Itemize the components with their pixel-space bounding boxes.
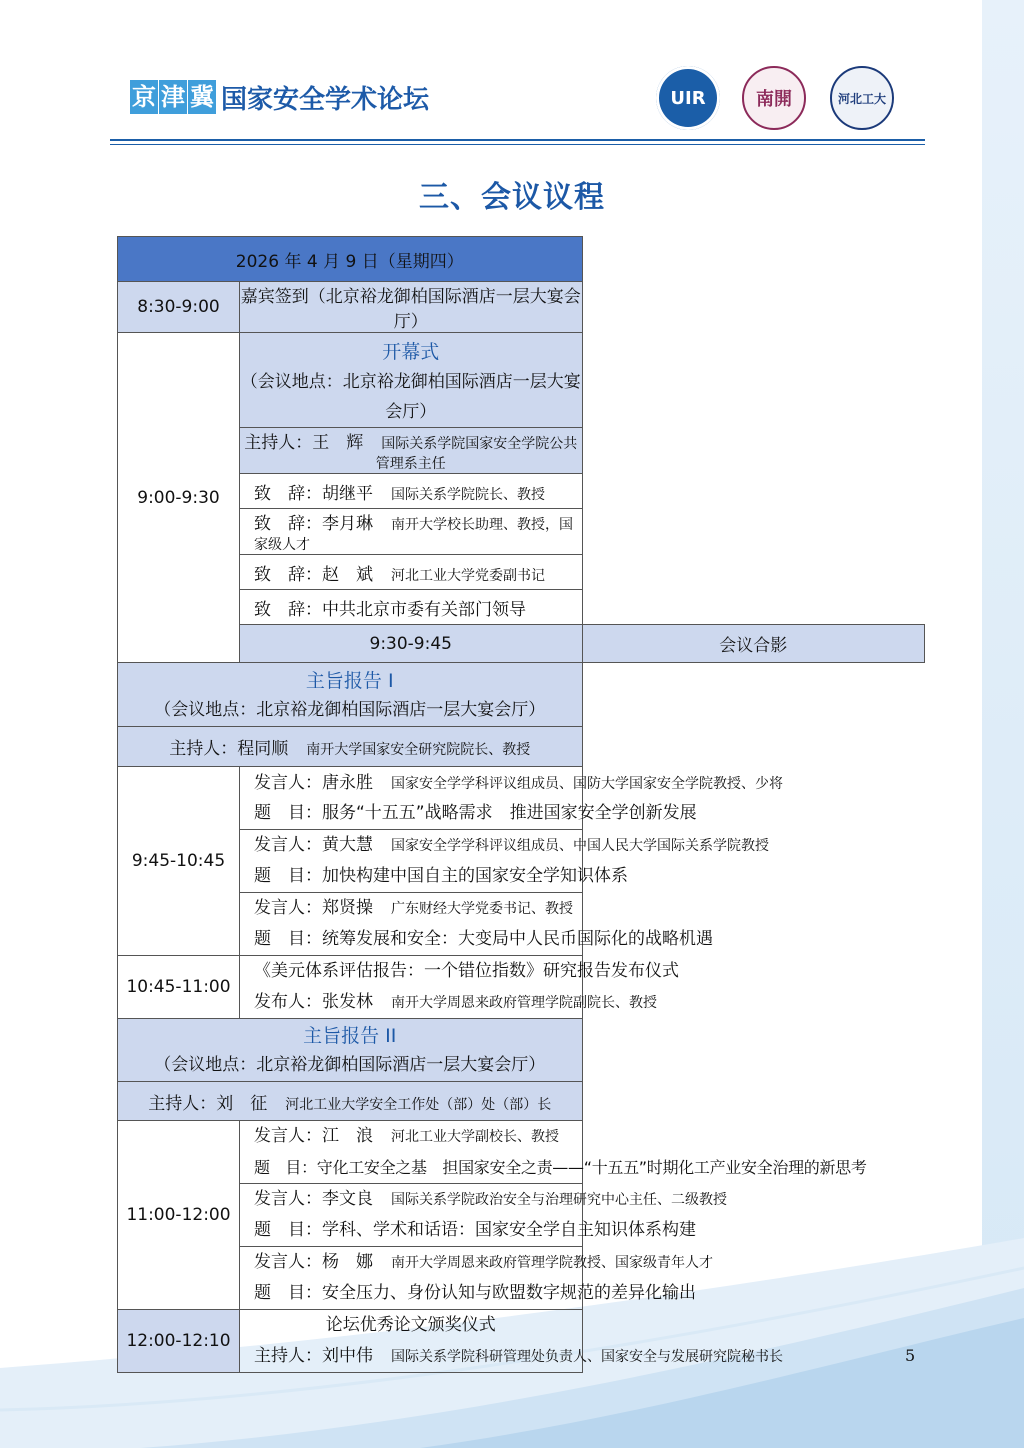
talk-row: 发言人：杨 娜 南开大学周恩来政府管理学院教授、国家级青年人才 题 目：安全压力、身份认知与欧盟数字规范的差异化输出 <box>118 1247 925 1310</box>
talk-row: 发言人：郑贤操 广东财经大学党委书记、教授 题 目：统筹发展和安全：大变局中人民币国际化的战略机遇 <box>118 893 925 956</box>
time-cell: 9:45-10:45 <box>118 767 240 956</box>
talk-row: 11:00-12:00 发言人：江 浪 河北工业大学副校长、教授 题 目：守化工安全之基 担国家安全之责——“十五五”时期化工产业安全治理的新思考 <box>118 1121 925 1184</box>
page-number: 5 <box>905 1346 916 1365</box>
speech-row: 致 辞：中共北京市委有关部门领导 <box>118 590 925 625</box>
keynote2-host-row: 主持人：刘 征 河北工业大学安全工作处（部）处（部）长 <box>118 1082 925 1121</box>
keynote1-host-row: 主持人：程同顺 南开大学国家安全研究院院长、教授 <box>118 727 925 767</box>
opening-title: 开幕式 <box>382 341 440 363</box>
nankai-emblem-icon: 南開 <box>742 66 806 130</box>
date-header-row: 2026 年 4 月 9 日（星期四） <box>118 237 925 282</box>
award-row: 12:00-12:10 论坛优秀论文颁奖仪式 主持人：刘中伟 国际关系学院科研管理处负责人、国家安全与发展研究院秘书长 <box>118 1310 925 1373</box>
keynote2-title: 主旨报告 II <box>303 1025 397 1047</box>
time-cell: 10:45-11:00 <box>118 956 240 1019</box>
time-cell: 12:00-12:10 <box>118 1310 240 1373</box>
forum-name: 国家安全学术论坛 <box>221 84 430 115</box>
keynote1-title-row: 主旨报告 I （会议地点：北京裕龙御柏国际酒店一层大宴会厅） <box>118 663 925 727</box>
photo-row: 9:30-9:45 会议合影 <box>118 625 925 663</box>
opening-title-row <box>118 333 925 428</box>
time-cell: 9:00-9:30 <box>118 333 240 663</box>
forum-logo: 京 津 冀 国家安全学术论坛 <box>130 80 429 114</box>
award-title: 论坛优秀论文颁奖仪式 <box>325 1315 496 1335</box>
hebut-emblem-icon: 河北工大 <box>830 66 894 130</box>
agenda-table <box>117 236 925 1373</box>
talk-row: 发言人：黄大慧 国家安全学学科评议组成员、中国人民大学国际关系学院教授 题 目：加快构建中国自主的国家安全学知识体系 <box>118 830 925 893</box>
header-divider-thin <box>110 144 925 145</box>
checkin-row <box>118 282 925 333</box>
speech-row: 致 辞：李月琳 南开大学校长助理、教授，国家级人才 <box>118 509 925 555</box>
time-cell: 9:30-9:45 <box>240 625 583 663</box>
host-desc: 国际关系学院国家安全学院公共管理系主任 <box>375 436 578 472</box>
time-cell: 8:30-9:00 <box>118 282 240 333</box>
speech-row: 致 辞：赵 斌 河北工业大学党委副书记 <box>118 555 925 590</box>
speech-row: 致 辞：胡继平 国际关系学院院长、教授 <box>118 474 925 509</box>
keynote2-title-row: 主旨报告 II （会议地点：北京裕龙御柏国际酒店一层大宴会厅） <box>118 1019 925 1082</box>
keynote1-title: 主旨报告 I <box>305 669 394 692</box>
host-label: 主持人：王 辉 <box>244 433 364 453</box>
opening-location: （会议地点：北京裕龙御柏国际酒店一层大宴会厅） <box>240 372 581 422</box>
release-row: 10:45-11:00 《美元体系评估报告：一个错位指数》研究报告发布仪式 发布人：张发林 南开大学周恩来政府管理学院副院长、教授 <box>118 956 925 1019</box>
time-cell: 11:00-12:00 <box>118 1121 240 1310</box>
opening-host-row <box>118 428 925 474</box>
checkin-text: 嘉宾签到（北京裕龙御柏国际酒店一层大宴会厅） <box>240 282 583 333</box>
release-title: 《美元体系评估报告：一个错位指数》研究报告发布仪式 <box>254 961 679 981</box>
header-divider <box>110 139 925 141</box>
section-title: 三、会议议程 <box>419 180 605 215</box>
talk-row: 发言人：李文良 国际关系学院政治安全与治理研究中心主任、二级教授 题 目：学科、学术和话语：国家安全学自主知识体系构建 <box>118 1184 925 1247</box>
uir-emblem-icon: UIR <box>656 66 720 130</box>
talk-row: 9:45-10:45 发言人：唐永胜 国家安全学学科评议组成员、国防大学国家安全学院教授、少将 题 目：服务“十五五”战略需求 推进国家安全学创新发展 <box>118 767 925 830</box>
